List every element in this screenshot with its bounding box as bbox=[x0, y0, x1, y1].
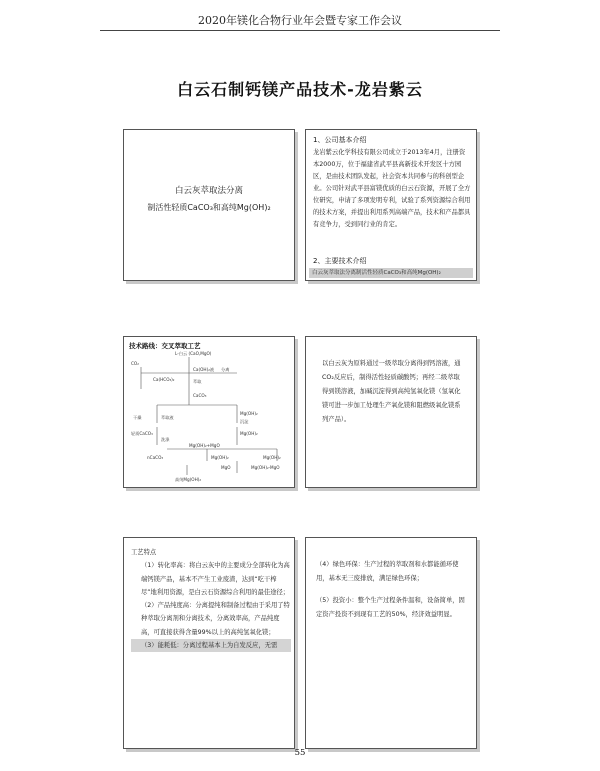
feature-item: （5）投资小：整个生产过程条件温和，设备简单，固定资产投资不到现有工艺的50%，经济效益明显。 bbox=[316, 597, 465, 618]
flow-node: 轻质CaCO₃ bbox=[131, 431, 153, 436]
flow-node: Mg(OH)₂ bbox=[211, 455, 229, 460]
feature-item: （4）绿色环保：生产过程的萃取剂和水都能循环使用，基本无三废排放，满足绿色环保； bbox=[316, 561, 459, 582]
page-title: 白云石制钙镁产品技术-龙岩紫云 bbox=[177, 80, 423, 99]
slide-process-features bbox=[123, 537, 295, 749]
slide-title bbox=[123, 129, 295, 281]
flow-node: Mg(OH)₂·MgO bbox=[251, 465, 280, 470]
flow-node: CaCO₃ bbox=[193, 393, 207, 398]
flow-node: MgO bbox=[221, 465, 231, 470]
process-flow-diagram bbox=[127, 349, 293, 485]
slide-title-line1: 白云灰萃取法分离 bbox=[174, 186, 243, 196]
flow-node: L-白云 (CaO,MgO) bbox=[175, 351, 212, 356]
flow-node: 干燥 bbox=[133, 415, 142, 420]
flow-node: CO₂ bbox=[131, 361, 139, 366]
flow-node: Mg(OH)₂+MgO bbox=[189, 443, 220, 448]
slide-body: 龙岩紫云化学科技有限公司成立于2013年4月，注册资本2000万，位于福建省武平县高新技术开发区十方园区，是由技术团队发起，社会资本共同参与的科创型企业。公司针对武平县富镁优质的白云石资源，开展了全方位研究，申请了多项发明专利，试验了系列资源综合利用的技术方案，并提出利用系列高端产品，技术和产品都具有竞争力，受到同行业的肯定。 bbox=[313, 149, 471, 228]
flow-node: Ca(OH)₂液 bbox=[193, 367, 215, 372]
flow-node: 洗涤 bbox=[161, 437, 170, 442]
flow-node: Mg(OH)₂ bbox=[240, 431, 258, 436]
slide-heading: 技术路线：交叉萃取工艺 bbox=[129, 342, 201, 350]
flow-node: 萃取 bbox=[193, 379, 202, 384]
highlight-band: 白云灰萃取法分离制活性轻质CaCO₃和高纯Mg(OH)₂ bbox=[309, 268, 473, 278]
feature-item: （1）转化率高：将白云灰中的主要成分全部转化为高端钙镁产品，基本不产生工业废渣，达到“吃干榨尽”地利用资源，是白云石资源综合利用的最佳途径； bbox=[141, 562, 290, 596]
slide-process-route bbox=[123, 336, 295, 488]
flow-node: nCaCO₃ bbox=[147, 455, 164, 460]
slide-title-line2: 制活性轻质CaCO₃和高纯Mg(OH)₂ bbox=[147, 203, 271, 212]
flow-node: Mg(OH)₂ bbox=[240, 411, 258, 416]
flow-node: 高纯Mg(OH)₂ bbox=[175, 477, 202, 482]
flow-node: 沉淀 bbox=[240, 419, 249, 424]
header-rule bbox=[100, 30, 500, 31]
flow-node: 萃取液 bbox=[161, 415, 174, 420]
flow-node: 分离 bbox=[221, 367, 230, 372]
slide-process-summary bbox=[305, 336, 477, 488]
running-header: 2020年镁化合物行业年会暨专家工作会议 bbox=[198, 14, 402, 27]
slide-subheading: 2、主要技术介绍 bbox=[313, 257, 367, 265]
slide-heading: 工艺特点 bbox=[131, 549, 157, 556]
page-number: 55 bbox=[294, 748, 306, 758]
slide-process-features-continued bbox=[305, 537, 477, 749]
feature-item: （2）产品纯度高：分离提纯和制备过程由于采用了特种萃取分离剂和分离技术，分离效率高，产品纯度高，可直接获得含量99%以上的高纯氢氧化镁； bbox=[141, 602, 290, 636]
feature-item: （3）能耗低：分离过程基本上为自发反应，无需 bbox=[131, 639, 291, 652]
slide-body: 以白云灰为原料通过一级萃取分离得到钙溶液，通CO₂反应后，制得活性轻质碳酸钙；再经二级萃取得到镁溶液，加碱沉淀得到高纯氢氧化镁（氢氧化镁可进一步加工处理生产氧化镁和阻燃级氧化镁系列产品）。 bbox=[322, 360, 461, 423]
flow-node: Ca(HCO₃)₂ bbox=[153, 377, 175, 382]
slide-heading: 1、公司基本介绍 bbox=[313, 136, 367, 144]
slide-company-intro bbox=[305, 129, 477, 281]
flow-node: Mg(OH)₂ bbox=[263, 455, 281, 460]
